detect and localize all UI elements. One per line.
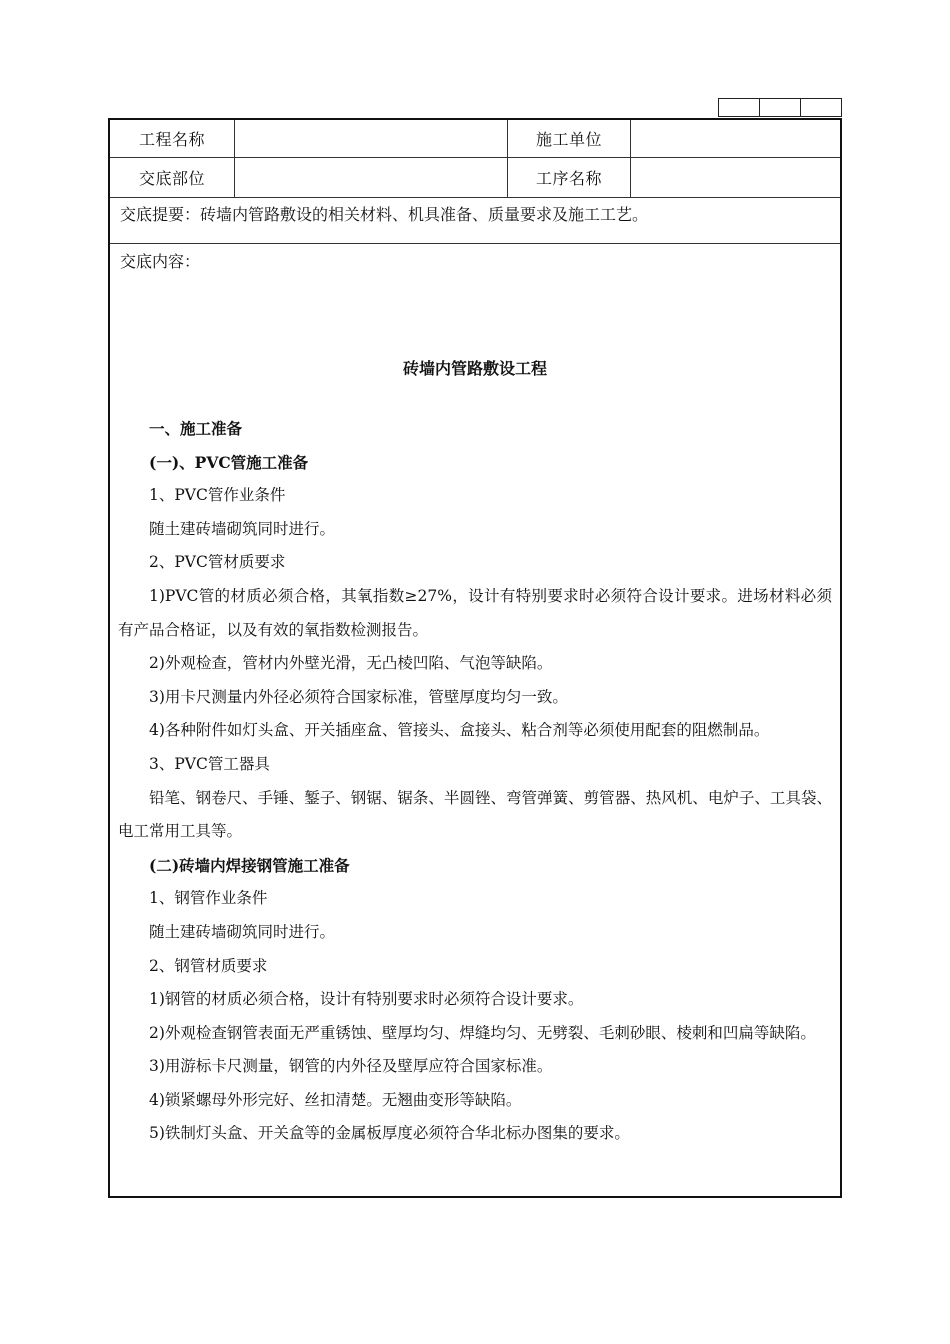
process-name-label: 工序名称 (535, 169, 602, 188)
content-paragraph: 1)钢管的材质必须合格，设计有特别要求时必须符合设计要求。 (149, 990, 584, 1009)
content-paragraph: 2、钢管材质要求 (149, 956, 268, 975)
content-paragraph: 3)用游标卡尺测量，钢管的内外径及壁厚应符合国家标准。 (149, 1057, 553, 1076)
content-paragraph: 铅笔、钢卷尺、手锤、錾子、钢锯、锯条、半圆锉、弯管弹簧、剪管器、热风机、电炉子、工具袋、电工常用工具等。 (118, 788, 832, 841)
section-heading: (一)、PVC管施工准备 (149, 452, 309, 472)
section-heading: (二)砖墙内焊接钢管施工准备 (149, 855, 350, 875)
content-paragraph: 1)PVC管的材质必须合格，其氧指数≥27%，设计有特别要求时必须符合设计要求。进场材料必须有产品合格证，以及有效的氧指数检测报告。 (118, 586, 832, 639)
header-row-2 (110, 158, 840, 198)
code-box-2 (759, 98, 800, 117)
construction-unit-label: 施工单位 (535, 130, 602, 149)
content-paragraph: 2)外观检查，管材内外壁光滑，无凸棱凹陷、气泡等缺陷。 (149, 654, 553, 673)
summary-row (110, 198, 840, 244)
content-paragraph: 3)用卡尺测量内外径必须符合国家标准，管壁厚度均匀一致。 (149, 687, 568, 706)
header-row-1 (110, 120, 840, 158)
content-paragraph: 随土建砖墙砌筑同时进行。 (149, 519, 336, 538)
content-paragraph: 2、PVC管材质要求 (149, 553, 286, 572)
handover-form (108, 118, 842, 1198)
content-paragraph: 2)外观检查钢管表面无严重锈蚀、壁厚均匀、焊缝均匀、无劈裂、毛刺砂眼、棱刺和凹扁等缺陷。 (149, 1023, 816, 1042)
top-right-code-boxes (718, 98, 842, 118)
content-label: 交底内容： (120, 252, 201, 271)
handover-part-label: 交底部位 (138, 169, 205, 188)
document-title: 砖墙内管路敷设工程 (402, 359, 547, 378)
handover-part-value[interactable] (235, 158, 507, 197)
content-paragraph: 4)锁紧螺母外形完好、丝扣清楚。无翘曲变形等缺陷。 (149, 1090, 522, 1109)
content-paragraph: 1、钢管作业条件 (149, 889, 268, 908)
content-paragraph: 随土建砖墙砌筑同时进行。 (149, 922, 336, 941)
content-body (118, 412, 832, 1151)
section-heading: 一、施工准备 (149, 419, 243, 438)
content-paragraph: 1、PVC管作业条件 (149, 486, 286, 505)
code-box-3 (800, 98, 842, 117)
handover-summary: 交底提要：砖墙内管路敷设的相关材料、机具准备、质量要求及施工工艺。 (120, 205, 649, 224)
process-name-value[interactable] (631, 158, 841, 197)
handover-content (110, 244, 840, 1196)
content-paragraph: 4)各种附件如灯头盒、开关插座盒、管接头、盒接头、粘合剂等必须使用配套的阻燃制品。 (149, 721, 770, 740)
content-paragraph: 5)铁制灯头盒、开关盒等的金属板厚度必须符合华北标办图集的要求。 (149, 1124, 630, 1143)
code-box-1 (718, 98, 759, 117)
content-paragraph: 3、PVC管工器具 (149, 754, 270, 773)
project-name-label: 工程名称 (138, 130, 205, 149)
project-name-value[interactable] (235, 120, 507, 157)
construction-unit-value[interactable] (631, 120, 841, 157)
